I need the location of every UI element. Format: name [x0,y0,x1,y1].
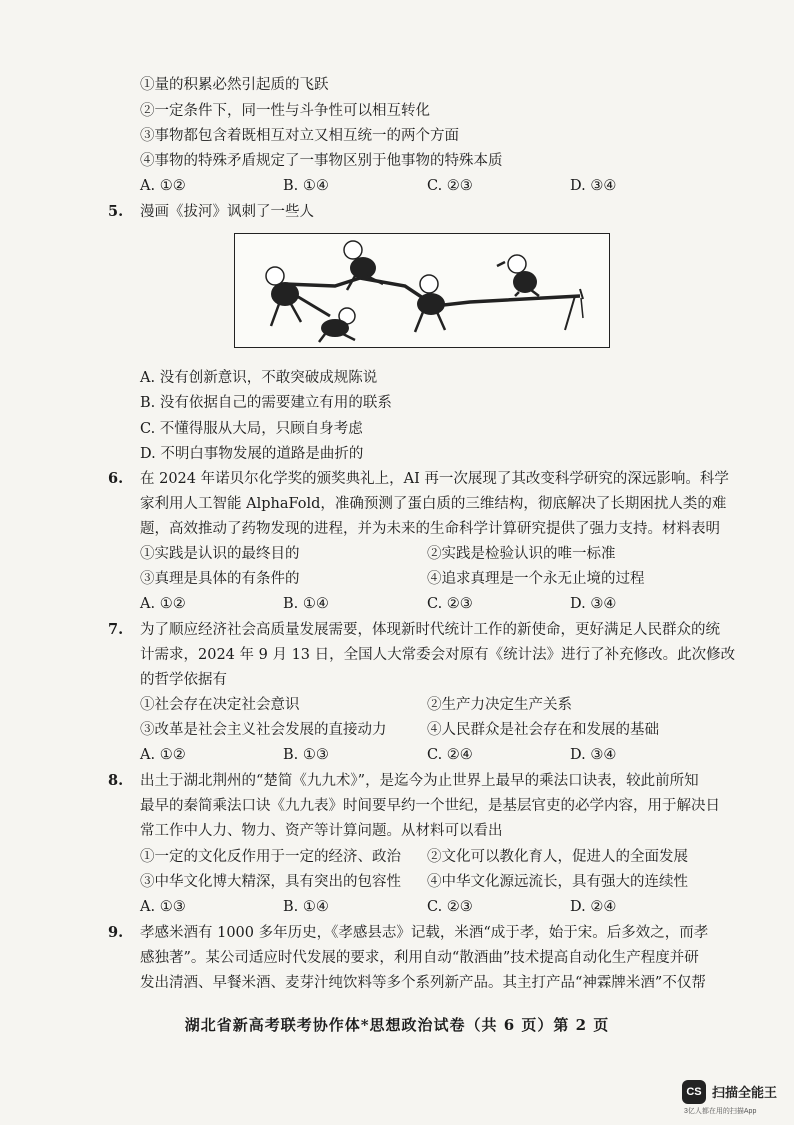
q8-option-d: D. ②④ [570,899,617,915]
q8-option-b: B. ①④ [283,899,329,915]
q7-number: 7. [108,621,124,638]
q6-stem-line-1: 在 2024 年诺贝尔化学奖的颁奖典礼上，AI 再一次展现了其改变科学研究的深远影响。科学 [140,471,729,487]
q8-item-2: ②文化可以教化育人，促进人的全面发展 [427,849,688,865]
q6-option-d: D. ③④ [570,596,617,612]
q8-item-1: ①一定的文化反作用于一定的经济、政治 [140,849,401,865]
q8-number: 8. [108,772,124,789]
q6-item-2: ②实践是检验认识的唯一标准 [427,546,616,562]
q7-option-b: B. ①③ [283,747,329,763]
cartoon-drawing [235,234,609,347]
q6-option-a: A. ①② [140,596,186,612]
q5-option-c: C. 不懂得服从大局，只顾自身考虑 [140,421,363,437]
q6-stem-line-2: 家利用人工智能 AlphaFold，准确预测了蛋白质的三维结构，彻底解决了长期困扰人类的难 [140,496,727,512]
q7-item-4: ④人民群众是社会存在和发展的基础 [427,722,659,738]
q8-stem-line-3: 常工作中人力、物力、资产等计算问题。从材料可以看出 [140,823,503,839]
q5-stem: 漫画《拔河》讽刺了一些人 [140,204,314,220]
q7-item-1: ①社会存在决定社会意识 [140,697,300,713]
q7-item-3: ③改革是社会主义社会发展的直接动力 [140,722,387,738]
q9-stem-line-1: 孝感米酒有 1000 多年历史，《孝感县志》记载，米酒“成于孝，始于宋。后多效之，而孝 [140,925,709,941]
q8-stem-line-1: 出土于湖北荆州的“楚简《九九术》”，是迄今为止世界上最早的乘法口诀表，较此前所知 [140,773,699,789]
q8-option-c: C. ②③ [427,899,473,915]
q5-option-b: B. 没有依据自己的需要建立有用的联系 [140,395,392,411]
q4-option-a: A. ①② [140,178,186,194]
scanner-watermark [682,1078,792,1120]
q6-item-3: ③真理是具体的有条件的 [140,571,300,587]
q4-option-c: C. ②③ [427,178,473,194]
q6-option-b: B. ①④ [283,596,329,612]
tug-of-war-cartoon [234,233,610,348]
q9-stem-line-3: 发出清酒、早餐米酒、麦芽汁纯饮料等多个系列新产品。其主打产品“神霖牌米酒”不仅帮 [140,975,706,991]
q4-item-3: ③事物都包含着既相互对立又相互统一的两个方面 [140,128,459,144]
q7-option-c: C. ②④ [427,747,473,763]
q6-item-4: ④追求真理是一个永无止境的过程 [427,571,645,587]
q6-option-c: C. ②③ [427,596,473,612]
q5-number: 5. [108,203,124,220]
q4-item-1: ①量的积累必然引起质的飞跃 [140,77,329,93]
q8-stem-line-2: 最早的秦简乘法口诀《九九表》时间要早约一个世纪，是基层官吏的必学内容，用于解决日 [140,798,720,814]
q7-stem-line-3: 的哲学依据有 [140,672,227,688]
scanner-app-name: 扫描全能王 [712,1085,778,1100]
page-footer: 湖北省新高考联考协作体*思想政治试卷（共 6 页）第 2 页 [184,1016,610,1034]
q7-option-a: A. ①② [140,747,186,763]
q8-option-a: A. ①③ [140,899,186,915]
q8-item-4: ④中华文化源远流长，具有强大的连续性 [427,874,688,890]
scanner-logo-icon: CS [682,1080,706,1104]
q5-option-a: A. 没有创新意识，不敢突破成规陈说 [140,370,378,386]
q7-stem-line-1: 为了顺应经济社会高质量发展需要，体现新时代统计工作的新使命，更好满足人民群众的统 [140,622,720,638]
q4-item-4: ④事物的特殊矛盾规定了一事物区别于他事物的特殊本质 [140,153,503,169]
q7-stem-line-2: 计需求，2024 年 9 月 13 日，全国人大常委会对原有《统计法》进行了补充修改。此次修改 [140,647,736,663]
q9-stem-line-2: 感独著”。某公司适应时代发展的要求，利用自动“散酒曲”技术提高自动化生产程度并研 [140,950,699,966]
q9-number: 9. [108,924,124,941]
q6-number: 6. [108,470,124,487]
q5-option-d: D. 不明白事物发展的道路是曲折的 [140,446,364,462]
q6-item-1: ①实践是认识的最终目的 [140,546,300,562]
scanner-tagline: 3亿人都在用的扫描App [684,1108,757,1115]
q7-item-2: ②生产力决定生产关系 [427,697,572,713]
q4-option-d: D. ③④ [570,178,617,194]
q7-option-d: D. ③④ [570,747,617,763]
q6-stem-line-3: 题，高效推动了药物发现的进程，并为未来的生命科学计算研究提供了强力支持。材料表明 [140,521,720,537]
q8-item-3: ③中华文化博大精深，具有突出的包容性 [140,874,401,890]
q4-item-2: ②一定条件下，同一性与斗争性可以相互转化 [140,103,430,119]
q4-option-b: B. ①④ [283,178,329,194]
